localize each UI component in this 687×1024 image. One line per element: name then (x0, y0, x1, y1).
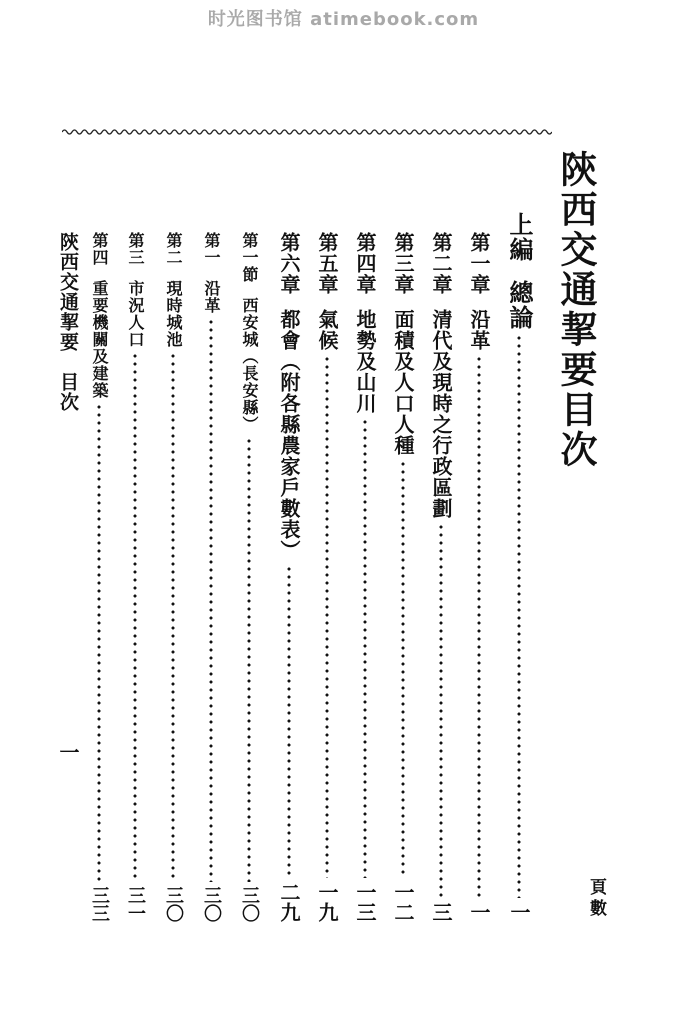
toc-entry-chapter-3[interactable] (392, 232, 414, 922)
pages-heading: 頁數 (586, 878, 606, 920)
part-label: 上編 (505, 212, 534, 262)
toc-entry-item-1[interactable] (200, 232, 222, 922)
entry-number: 第一節 (240, 232, 259, 283)
entry-title: 重要機關及建築 (90, 280, 109, 399)
entry-leader (97, 403, 101, 882)
entry-leader (439, 523, 443, 898)
entry-leader (171, 352, 175, 882)
entry-number: 第五章 (315, 232, 339, 295)
entry-title: 沿革 (467, 309, 491, 351)
entry-title: 現時城池 (164, 280, 183, 348)
entry-title: 市況人口 (126, 280, 145, 348)
entry-number: 第三章 (391, 232, 415, 295)
part-leader (517, 334, 521, 898)
toc-entry-chapter-6[interactable] (278, 232, 300, 922)
entry-leader (325, 355, 329, 878)
entry-page: 一九 (315, 882, 339, 922)
entry-title: 沿革 (202, 280, 221, 314)
footer-page-number: 一 (56, 742, 80, 762)
entry-number: 第四 (90, 232, 109, 266)
entry-title: 面積及人口人種 (391, 309, 415, 456)
entry-page: 三〇 (201, 886, 222, 922)
entry-leader (477, 355, 481, 898)
part-heading (505, 212, 534, 922)
book-title: 陝西交通挈要目次 (554, 150, 598, 470)
toc-entry-chapter-1[interactable] (468, 232, 490, 922)
entry-leader (287, 565, 291, 878)
entry-leader (247, 437, 251, 882)
toc-entry-chapter-4[interactable] (354, 232, 376, 922)
part-name: 總論 (505, 280, 534, 330)
entry-page: 一 (467, 902, 491, 922)
entry-number: 第三 (126, 232, 145, 266)
entry-page: 三 (429, 902, 453, 922)
entry-page: 一二 (391, 882, 415, 922)
entry-page: 二九 (277, 882, 301, 922)
entry-note: （附各縣農家戶數表） (277, 351, 301, 561)
entry-page: 三三 (89, 886, 110, 922)
entry-page: 三〇 (239, 886, 260, 922)
entry-number: 第二章 (429, 232, 453, 295)
part-page: 一 (507, 902, 531, 922)
toc-entry-section-1[interactable] (238, 232, 260, 922)
entry-note: （長安縣） (240, 348, 259, 433)
entry-title: 地勢及山川 (353, 309, 377, 414)
entry-number: 第四章 (353, 232, 377, 295)
running-footer: 陝西交通挈要 目次 (57, 232, 79, 412)
entry-title: 都會 (277, 309, 301, 351)
entry-number: 第六章 (277, 232, 301, 295)
entry-page: 一三 (353, 882, 377, 922)
toc-entry-item-3[interactable] (124, 232, 146, 922)
toc-entry-item-4[interactable] (88, 232, 110, 922)
entry-number: 第二 (164, 232, 183, 266)
entry-title: 清代及現時之行政區劃 (429, 309, 453, 519)
entry-page: 三一 (125, 886, 146, 922)
watermark: 时光图书馆 atimebook.com (207, 9, 480, 30)
entry-leader (133, 352, 137, 882)
entry-leader (401, 460, 405, 878)
entry-leader (209, 318, 213, 882)
toc-entry-chapter-2[interactable] (430, 232, 452, 922)
entry-title: 氣候 (315, 309, 339, 351)
toc-entry-chapter-5[interactable] (316, 232, 338, 922)
entry-title: 西安城 (240, 297, 259, 348)
entry-number: 第一 (202, 232, 221, 266)
wavy-rule (62, 128, 552, 136)
entry-leader (363, 418, 367, 878)
entry-number: 第一章 (467, 232, 491, 295)
entry-page: 三〇 (163, 886, 184, 922)
toc-entry-item-2[interactable] (162, 232, 184, 922)
